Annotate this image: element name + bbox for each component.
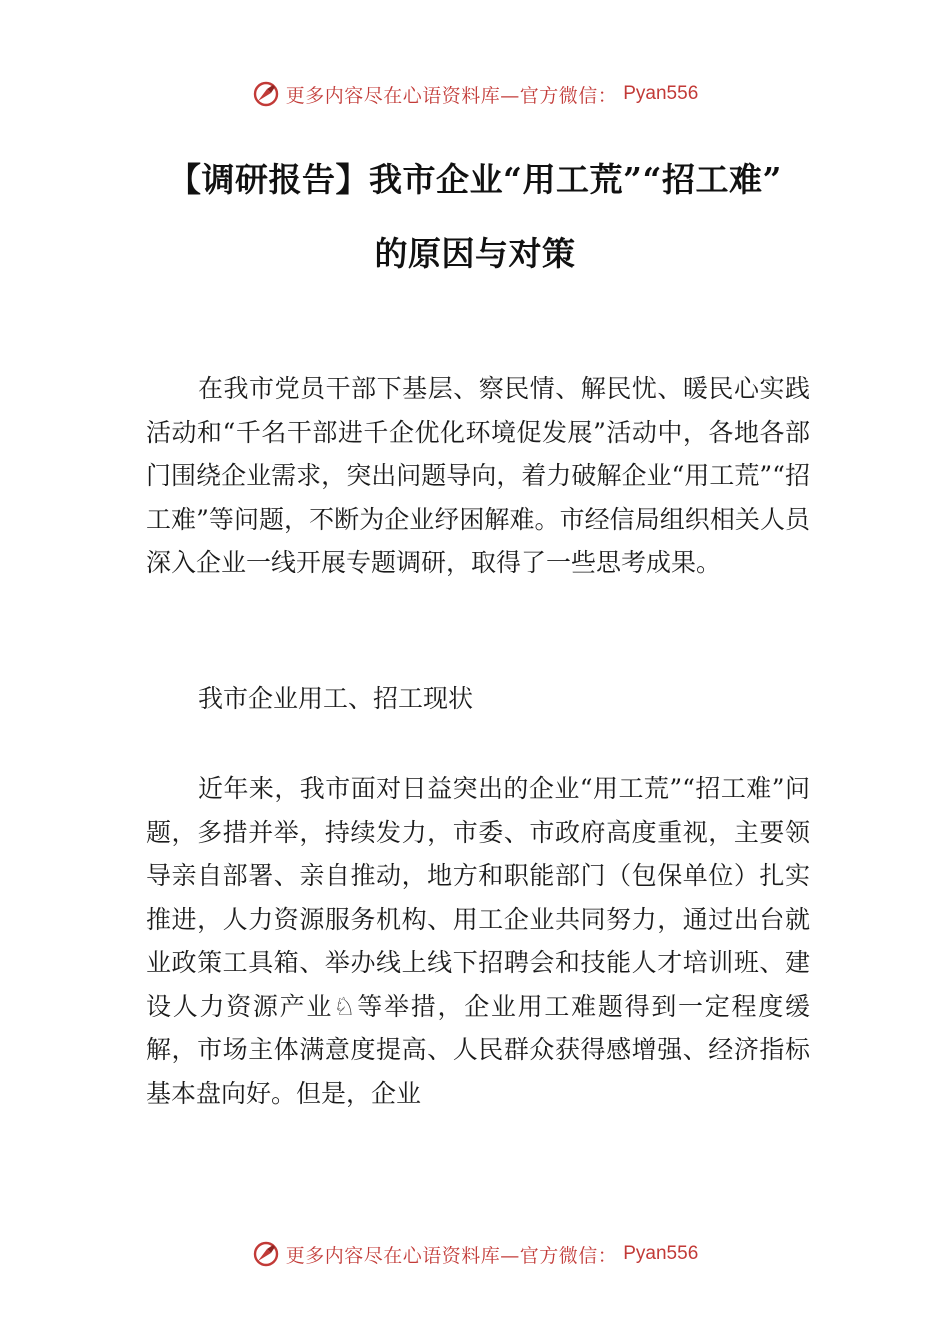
fountain-pen-logo-icon — [252, 1240, 280, 1268]
banner-text: 更多内容尽在心语资料库—官方微信： — [285, 84, 618, 107]
body-paragraph: 近年来，我市面对日益突出的企业“用工荒”“招工难”问题，多措并举，持续发力，市委、市政府高度重视，主要领导亲自部署、亲自推动，地方和职能部门（包保单位）扎实推进，人力资源服务机构、用工企业共同努力，通过出台就业政策工具箱、举办线上线下招聘会和技能人才培训班、建设人力资源产业♘等举措，企业用工难题得到一定程度缓解，市场主体满意度提高、人民群众获得感增强、经济指标基本盘向好。但是，企业 — [146, 774, 810, 1108]
page-title-line-2: 的原因与对策 — [374, 234, 576, 273]
header-banner — [0, 74, 950, 114]
footer-banner — [0, 1234, 950, 1274]
page-title-line-1: 【调研报告】我市企业“用工荒”“招工难” — [168, 160, 782, 199]
banner-text: 更多内容尽在心语资料库—官方微信： — [285, 1244, 618, 1267]
wechat-id: Pyan556 — [623, 83, 699, 104]
fountain-pen-logo-icon — [252, 80, 280, 108]
intro-paragraph: 在我市党员干部下基层、察民情、解民忧、暖民心实践活动和“千名干部进千企优化环境促发展”活动中，各地各部门围绕企业需求，突出问题导向，着力破解企业“用工荒”“招工难”等问题，不断为企业纾困解难。市经信局组织相关人员深入企业一线开展专题调研，取得了一些思考成果。 — [146, 374, 810, 577]
wechat-id: Pyan556 — [623, 1243, 699, 1264]
section-heading: 我市企业用工、招工现状 — [198, 684, 474, 713]
